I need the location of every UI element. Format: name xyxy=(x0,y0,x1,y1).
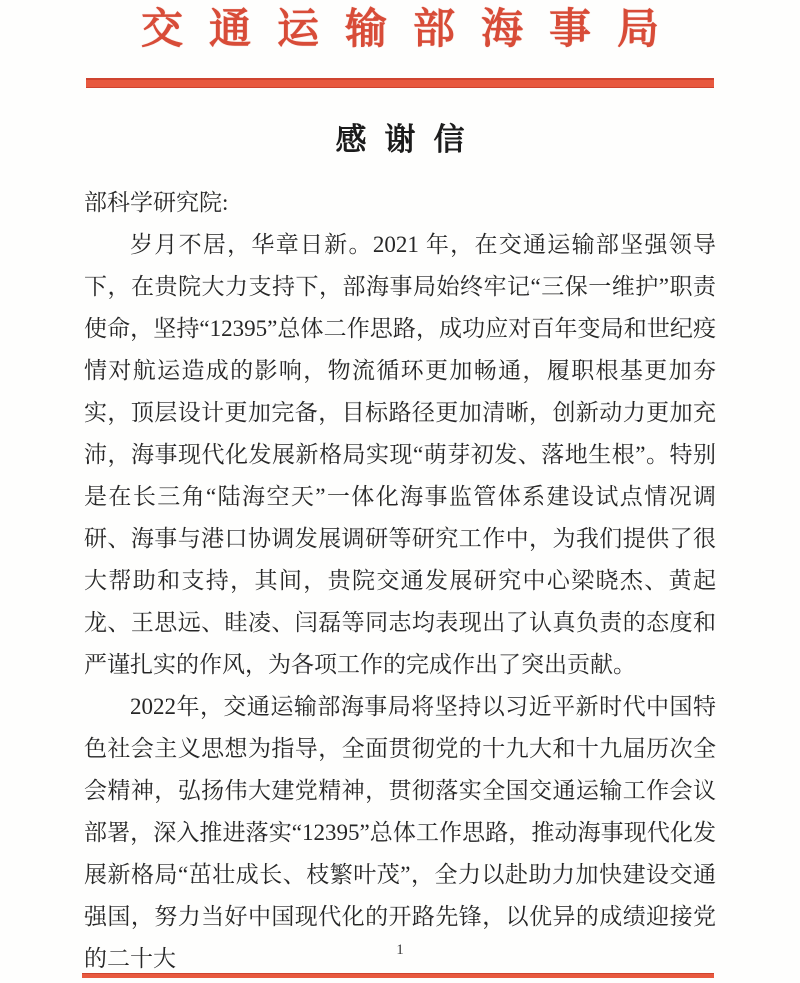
body-paragraph: 2022年，交通运输部海事局将坚持以习近平新时代中国特色社会主义思想为指导，全面贯彻党的十九大和十九届历次全会精神，弘扬伟大建党精神，贯彻落实全国交通运输工作会议部署，深入推进落实“12395”总体工作思路，推动海事现代化发展新格局“茁壮成长、枝繁叶茂”，全力以赴助力加快建设交通强国，努力当好中国现代化的开路先锋，以优异的成绩迎接党的二十大 xyxy=(84,694,716,971)
page-number: 1 xyxy=(396,942,404,958)
header-rule xyxy=(86,78,714,88)
letterhead-title: 交通运输部海事局 xyxy=(140,7,685,53)
footer-rule xyxy=(82,973,714,978)
body-paragraph: 岁月不居，华章日新。2021 年，在交通运输部坚强领导下，在贵院大力支持下，部海事局始终牢记“三保一维护”职责使命，坚持“12395”总体二作思路，成功应对百年变局和世纪疫情对航运造成的影响，物流循环更加畅通，履职根基更加夯实，顶层设计更加完备，目标路径更加清晰，创新动力更加充沛，海事现代化发展新格局实现“萌芽初发、落地生根”。特别是在长三角“陆海空天”一体化海事监管体系建设试点情况调研、海事与港口协调发展调研等研究工作中，为我们提供了很大帮助和支持，其间，贵院交通发展研究中心梁晓杰、黄起龙、王思远、眭凌、闫磊等同志均表现出了认真负责的态度和严谨扎实的作风，为各项工作的完成作出了突出贡献。 xyxy=(84,232,716,677)
letter-body xyxy=(84,182,716,980)
letter-title: 感谢信 xyxy=(335,122,483,157)
body-paragraphs xyxy=(84,224,716,980)
salutation: 部科学研究院: xyxy=(84,190,229,215)
